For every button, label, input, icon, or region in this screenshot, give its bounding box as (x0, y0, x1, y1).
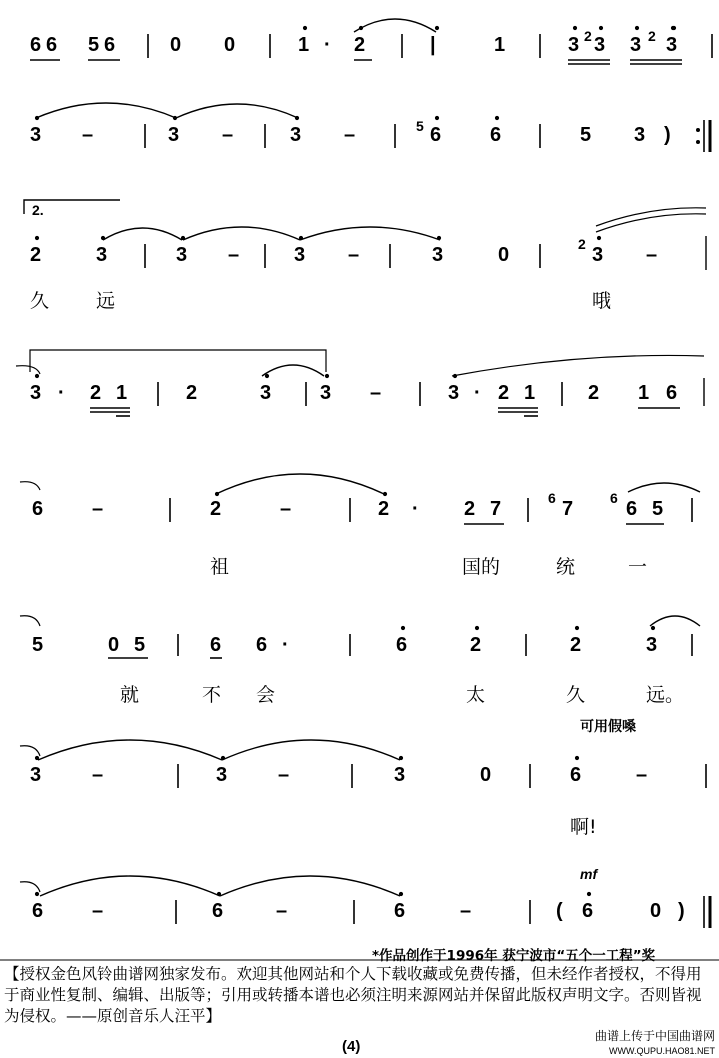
octave-dot (35, 756, 39, 760)
note: 3 (168, 124, 180, 146)
slur (103, 228, 182, 240)
repeat-dot (696, 128, 700, 132)
bracket-slur (30, 350, 326, 372)
octave-dot (35, 116, 39, 120)
slur (176, 104, 298, 118)
note: 1 (298, 34, 310, 56)
repeat-dot (696, 140, 700, 144)
note: 3 (646, 634, 658, 656)
note: 6 (256, 634, 268, 656)
volta-label: 2. (32, 202, 44, 218)
note: 2 (90, 382, 102, 404)
note: 6 (32, 900, 44, 922)
note: 6 (46, 34, 58, 56)
lyric: 一 (628, 556, 648, 578)
octave-dot (435, 116, 439, 120)
performance-annotation: 可用假嗓 (580, 718, 636, 734)
note: 1 (116, 382, 128, 404)
octave-dot (587, 892, 591, 896)
tie-continuation (20, 882, 40, 892)
note: 2 (354, 34, 366, 56)
lyric: 统 (556, 556, 576, 578)
slur (216, 474, 384, 494)
slur (40, 876, 220, 896)
note: 0 (108, 634, 120, 656)
octave-dot (401, 626, 405, 630)
octave-dot (435, 26, 439, 30)
note: 6 (430, 124, 442, 146)
dynamic-mark: mf (580, 866, 598, 882)
tie-continuation (20, 616, 40, 626)
note: 3 (568, 34, 580, 56)
lyric: 国的 (462, 556, 501, 578)
lyric: 久 (30, 290, 50, 312)
note: 1 (494, 34, 506, 56)
note: 5 (580, 124, 592, 146)
dash: – (82, 124, 94, 146)
note: 2 (470, 634, 482, 656)
slur (36, 103, 176, 118)
slur (628, 483, 700, 492)
note: 7 (490, 498, 502, 520)
octave-dot (35, 236, 39, 240)
octave-dot (215, 492, 219, 496)
note: 2 (570, 634, 582, 656)
dash: – (222, 124, 234, 146)
octave-dot (221, 756, 225, 760)
octave-dot (35, 892, 39, 896)
note: 2 (30, 244, 42, 266)
octave-dot (597, 236, 601, 240)
note: 2 (464, 498, 476, 520)
tie-continuation (452, 355, 704, 376)
note: 7 (562, 498, 574, 520)
dot: · (58, 382, 65, 404)
octave-dot (437, 236, 441, 240)
octave-dot (35, 374, 39, 378)
footnote: *作品创作于1996年 获宁波市“五个一工程”奖 (372, 948, 656, 964)
note: 0 (480, 764, 492, 786)
octave-dot (599, 26, 603, 30)
slur (354, 19, 436, 32)
grace-note: 2 (578, 236, 586, 252)
dot: · (474, 382, 481, 404)
tie-continuation (16, 366, 40, 374)
lyric: 会 (256, 684, 276, 706)
slur (300, 227, 440, 240)
note: 0 (498, 244, 510, 266)
octave-dot (295, 116, 299, 120)
note: 3 (96, 244, 108, 266)
note: 5 (652, 498, 664, 520)
note: 6 (104, 34, 116, 56)
upload-source-text: 曲谱上传于中国曲谱网 (594, 1029, 715, 1043)
note: 2 (378, 498, 390, 520)
dash: – (636, 764, 648, 786)
dash: – (370, 382, 382, 404)
dash: – (276, 900, 288, 922)
octave-dot (303, 26, 307, 30)
dash: – (348, 244, 360, 266)
slur (222, 740, 400, 760)
grace-note: 2 (584, 28, 592, 44)
note: | (430, 34, 436, 56)
octave-dot (672, 26, 676, 30)
note: 2 (588, 382, 600, 404)
note: 3 (594, 34, 606, 56)
note: 2 (498, 382, 510, 404)
note: 6 (626, 498, 638, 520)
note: 6 (212, 900, 224, 922)
note: 3 (630, 34, 642, 56)
octave-dot (265, 374, 269, 378)
slur (38, 740, 222, 760)
note: 6 (210, 634, 222, 656)
slur (262, 365, 324, 376)
close-paren: ) (678, 900, 685, 922)
tie-continuation (20, 746, 40, 756)
note: 1 (524, 382, 536, 404)
dash: – (344, 124, 356, 146)
lyric: 啊! (570, 816, 597, 838)
note: 6 (582, 900, 594, 922)
lyric: 祖 (210, 556, 230, 578)
octave-dot (575, 626, 579, 630)
dash: – (92, 900, 104, 922)
note: 6 (30, 34, 42, 56)
dot: · (324, 34, 331, 56)
dash: – (92, 498, 104, 520)
octave-dot (383, 492, 387, 496)
dash: – (92, 764, 104, 786)
octave-dot (573, 26, 577, 30)
dot: · (412, 498, 419, 520)
octave-dot (575, 756, 579, 760)
grace-note: 2 (648, 28, 656, 44)
lyric: 不 (202, 684, 222, 706)
lyric: 哦 (592, 290, 612, 312)
note: 3 (394, 764, 406, 786)
note: 3 (634, 124, 646, 146)
note: 6 (394, 900, 406, 922)
grace-note: 5 (416, 118, 424, 134)
note: 3 (448, 382, 460, 404)
octave-dot (475, 626, 479, 630)
lyric: 太 (466, 684, 486, 706)
note: 6 (396, 634, 408, 656)
note: 3 (666, 34, 678, 56)
note: 5 (134, 634, 146, 656)
octave-dot (325, 374, 329, 378)
note: 3 (260, 382, 272, 404)
octave-dot (399, 756, 403, 760)
octave-dot (651, 626, 655, 630)
upload-source-url: WWW.QUPU.HAO81.NET (608, 1046, 715, 1056)
grace-note: 6 (610, 490, 618, 506)
note: 5 (88, 34, 100, 56)
octave-dot (101, 236, 105, 240)
note: 6 (32, 498, 44, 520)
grace-note: 6 (548, 490, 556, 506)
note: 5 (32, 634, 44, 656)
slur (220, 876, 400, 896)
octave-dot (181, 236, 185, 240)
note: 2 (210, 498, 222, 520)
octave-dot (217, 892, 221, 896)
note: 0 (650, 900, 662, 922)
dash: – (278, 764, 290, 786)
copyright-notice: 【授权金色风铃曲谱网独家发布。欢迎其他网站和个人下载收藏或免费传播，但未经作者授权，不得用于商业性复制、编辑、出版等；引用或转播本谱也必须注明来源网站并保留此版权声明文字。否则皆视为侵权。——原创音乐人汪平】 (4, 965, 702, 1025)
dash: – (280, 498, 292, 520)
lyric: 就 (120, 684, 140, 706)
lyric: 远 (96, 290, 116, 312)
note: 3 (432, 244, 444, 266)
note: 0 (224, 34, 236, 56)
octave-dot (299, 236, 303, 240)
tie-continuation (596, 214, 706, 232)
octave-dot (399, 892, 403, 896)
dash: – (646, 244, 658, 266)
note: 2 (186, 382, 198, 404)
slur (650, 616, 700, 626)
note: 3 (216, 764, 228, 786)
note: 1 (638, 382, 650, 404)
note: 3 (30, 382, 42, 404)
slur (183, 227, 300, 240)
lyric: 久 (566, 684, 586, 706)
note: 3 (30, 124, 42, 146)
note: 3 (30, 764, 42, 786)
octave-dot (635, 26, 639, 30)
lyric: 远。 (646, 684, 685, 706)
note: 0 (170, 34, 182, 56)
note: 6 (490, 124, 502, 146)
dash: – (460, 900, 472, 922)
tie-continuation (20, 482, 40, 490)
note: 3 (592, 244, 604, 266)
dash: – (228, 244, 240, 266)
octave-dot (495, 116, 499, 120)
note: 3 (176, 244, 188, 266)
dot: · (282, 634, 289, 656)
note: 3 (290, 124, 302, 146)
octave-dot (173, 116, 177, 120)
open-paren: ( (556, 900, 563, 922)
note: 6 (570, 764, 582, 786)
note: 6 (666, 382, 678, 404)
close-paren: ) (664, 124, 671, 146)
note: 3 (294, 244, 306, 266)
page-number: (4) (342, 1038, 361, 1055)
note: 3 (320, 382, 332, 404)
